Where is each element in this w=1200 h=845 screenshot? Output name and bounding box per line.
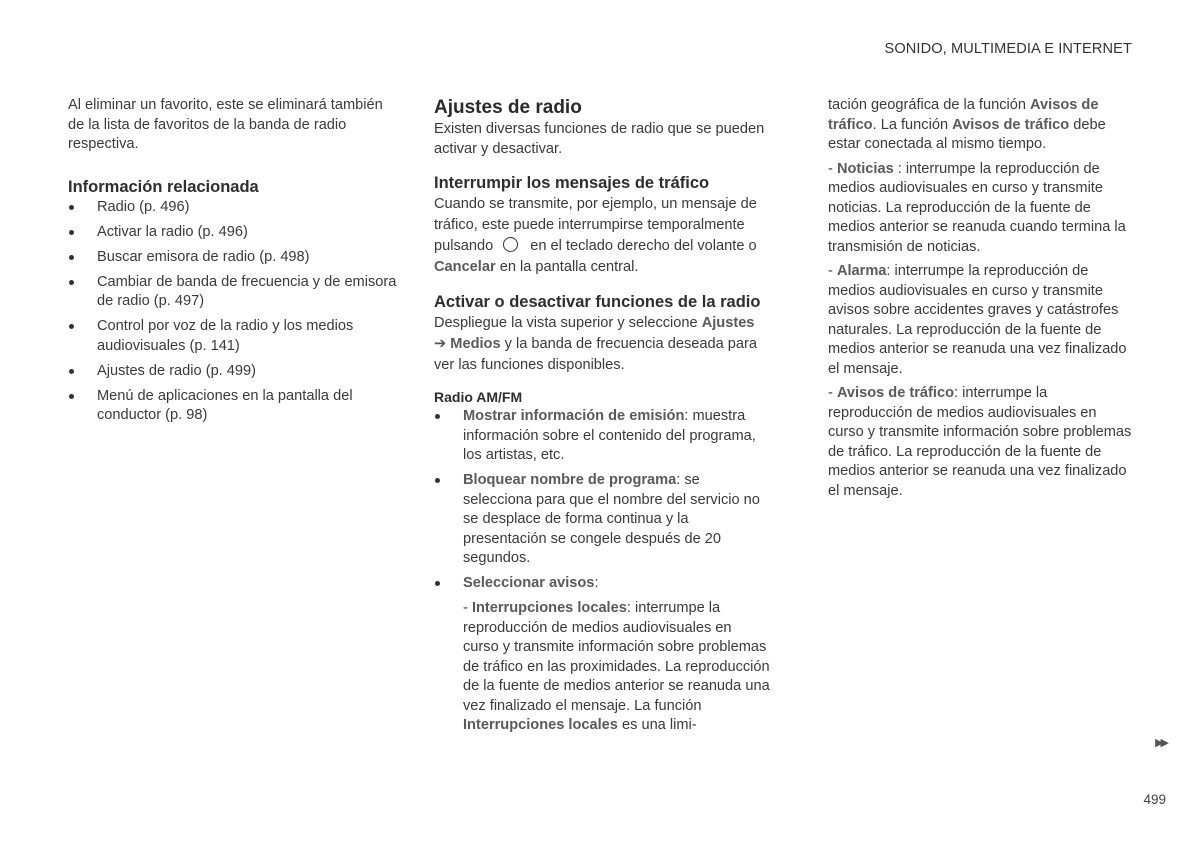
bullet-icon	[69, 255, 74, 260]
interrupt-paragraph: Cuando se transmite, por ejemplo, un mensaje de tráfico, este puede interrumpirse temporalmente pulsando en el teclado derecho del volante o Cancelar en la pantalla central.	[434, 196, 757, 275]
related-link[interactable]: Control por voz de la radio y los medios audiovisuales (p. 141)	[68, 317, 398, 356]
related-link[interactable]: Activar la radio (p. 496)	[68, 223, 398, 243]
bullet-icon	[435, 478, 440, 483]
column-left	[68, 96, 398, 431]
interrupt-heading: Interrumpir los mensajes de tráfico	[434, 174, 710, 192]
section-intro: Existen diversas funciones de radio que se pueden activar y desactivar.	[434, 121, 765, 157]
column-middle	[434, 96, 770, 736]
related-link[interactable]: Ajustes de radio (p. 499)	[68, 362, 398, 382]
alarm-option: - Alarma: interrumpe la reproducción de medios audiovisuales en curso y transmite avisos sobre accidentes graves y catástrofes naturales. La reproducción de la fuente de medios anterior se reanuda una vez finalizado el mensaje.	[828, 263, 1127, 377]
activate-heading: Activar o desactivar funciones de la radio	[434, 293, 761, 311]
page-title: Ajustes de radio	[434, 97, 582, 118]
bullet-icon	[69, 205, 74, 210]
bullet-icon	[69, 369, 74, 374]
next-page-icon: ▶▶	[1155, 737, 1166, 749]
related-heading: Información relacionada	[68, 177, 259, 196]
bullet-icon	[69, 394, 74, 399]
related-link[interactable]: Cambiar de banda de frecuencia y de emisora de radio (p. 497)	[68, 273, 398, 312]
radio-band-heading: Radio AM/FM	[434, 389, 523, 405]
local-interruptions-paragraph: - Interrupciones locales: interrumpe la reproducción de medios audiovisuales en curso y transmite información sobre problemas de tráfico en las proximidades. La reproducción de la fuente de medios anterior se reanuda una vez finalizado el mensaje. La función Interrupciones locales es una limi-	[463, 600, 770, 733]
bullet-icon	[435, 414, 440, 419]
continuation-paragraph: tación geográfica de la función Avisos de tráfico. La función Avisos de tráfico debe estar conectada al mismo tiempo.	[828, 97, 1106, 152]
radio-option: Bloquear nombre de programa: se selecciona para que el nombre del servicio no se desplace de forma continua y la presentación se congele después de 20 segundos.	[434, 471, 770, 569]
section-title: SONIDO, MULTIMEDIA E INTERNET	[884, 41, 1132, 57]
bullet-icon	[69, 230, 74, 235]
radio-option: Mostrar información de emisión: muestra información sobre el contenido del programa, los artistas, etc.	[434, 407, 770, 466]
related-link[interactable]: Radio (p. 496)	[68, 198, 398, 218]
radio-option: Seleccionar avisos:	[434, 574, 770, 594]
settings-label: Ajustes	[701, 315, 755, 331]
column-right	[828, 96, 1133, 501]
circle-button-icon	[503, 237, 518, 252]
arrow-right-icon: ➔	[434, 336, 447, 352]
activate-paragraph: Despliegue la vista superior y seleccione Ajustes ➔ Medios y la banda de frecuencia deseada para ver las funciones disponibles.	[434, 315, 757, 373]
cancel-label: Cancelar	[434, 259, 496, 275]
related-links-list	[68, 198, 398, 426]
related-link[interactable]: Menú de aplicaciones en la pantalla del conductor (p. 98)	[68, 387, 398, 426]
page-number: 499	[1143, 792, 1166, 807]
traffic-option: - Avisos de tráfico: interrumpe la reproducción de medios audiovisuales en curso y transmite información sobre problemas de tráfico. La reproducción de la fuente de medios anterior se reanuda una vez finalizado el mensaje.	[828, 385, 1132, 499]
media-label: Medios	[450, 336, 501, 352]
bullet-icon	[69, 280, 74, 285]
bullet-icon	[69, 324, 74, 329]
intro-paragraph: Al eliminar un favorito, este se eliminará también de la lista de favoritos de la banda de radio respectiva.	[68, 97, 383, 152]
radio-options-list	[434, 407, 770, 594]
related-link[interactable]: Buscar emisora de radio (p. 498)	[68, 248, 398, 268]
bullet-icon	[435, 581, 440, 586]
news-option: - Noticias : interrumpe la reproducción de medios audiovisuales en curso y transmite noticias. La reproducción de la fuente de medios anterior se reanuda cuando termina la transmisión de noticias.	[828, 160, 1126, 255]
